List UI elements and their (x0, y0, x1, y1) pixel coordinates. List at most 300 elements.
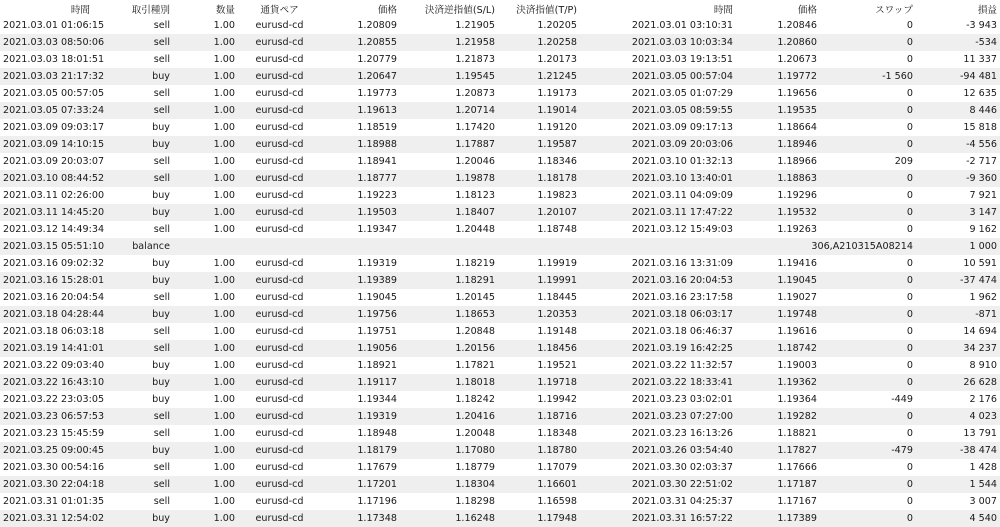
cell-swap: 0 (820, 459, 916, 476)
table-row[interactable] (0, 425, 1000, 442)
cell-volume: 1.00 (173, 204, 238, 221)
cell-trade-type: buy (118, 357, 173, 374)
cell-close-time: 2021.03.19 16:42:25 (580, 340, 736, 357)
cell-open-price: 1.18988 (321, 136, 400, 153)
table-row[interactable] (0, 476, 1000, 493)
cell-swap: 0 (820, 340, 916, 357)
cell-take-profit: 1.18716 (498, 408, 580, 425)
cell-volume: 1.00 (173, 357, 238, 374)
cell-take-profit: 1.18748 (498, 221, 580, 238)
cell-trade-type: sell (118, 221, 173, 238)
cell-volume: 1.00 (173, 493, 238, 510)
cell-symbol: eurusd-cd (238, 153, 321, 170)
header-volume[interactable]: 数量 (173, 0, 238, 17)
cell-stop-loss: 1.17420 (400, 119, 498, 136)
cell-profit: 9 162 (916, 221, 1000, 238)
cell-symbol: eurusd-cd (238, 510, 321, 527)
cell-symbol: eurusd-cd (238, 442, 321, 459)
table-row[interactable] (0, 391, 1000, 408)
cell-stop-loss: 1.21873 (400, 51, 498, 68)
cell-open-time: 2021.03.30 00:54:16 (0, 459, 118, 476)
header-close-price[interactable]: 価格 (736, 0, 820, 17)
cell-trade-type: buy (118, 204, 173, 221)
trade-rows (0, 17, 1000, 527)
cell-stop-loss (400, 238, 498, 255)
cell-profit: 7 921 (916, 187, 1000, 204)
cell-open-price: 1.19223 (321, 187, 400, 204)
cell-profit: 15 818 (916, 119, 1000, 136)
table-row[interactable] (0, 493, 1000, 510)
table-row[interactable] (0, 187, 1000, 204)
cell-close-price: 1.19748 (736, 306, 820, 323)
cell-stop-loss: 1.21905 (400, 17, 498, 34)
cell-open-time: 2021.03.22 23:03:05 (0, 391, 118, 408)
cell-profit: -37 474 (916, 272, 1000, 289)
cell-volume: 1.00 (173, 425, 238, 442)
cell-open-price: 1.19045 (321, 289, 400, 306)
cell-swap: 0 (820, 34, 916, 51)
cell-close-price: 1.19027 (736, 289, 820, 306)
cell-take-profit: 1.16601 (498, 476, 580, 493)
cell-stop-loss: 1.19545 (400, 68, 498, 85)
cell-open-price: 1.17196 (321, 493, 400, 510)
cell-close-time: 2021.03.09 09:17:13 (580, 119, 736, 136)
cell-trade-type: buy (118, 306, 173, 323)
table-row[interactable] (0, 102, 1000, 119)
cell-trade-type: sell (118, 17, 173, 34)
cell-close-price: 1.18742 (736, 340, 820, 357)
cell-trade-type: buy (118, 391, 173, 408)
cell-profit: 11 337 (916, 51, 1000, 68)
cell-close-time: 2021.03.16 13:31:09 (580, 255, 736, 272)
cell-close-price: 1.19616 (736, 323, 820, 340)
header-open-time[interactable]: 時間 (0, 0, 118, 17)
cell-close-price: 1.18946 (736, 136, 820, 153)
cell-symbol: eurusd-cd (238, 357, 321, 374)
cell-close-time: 2021.03.23 16:13:26 (580, 425, 736, 442)
table-row[interactable] (0, 272, 1000, 289)
cell-open-time: 2021.03.23 06:57:53 (0, 408, 118, 425)
cell-open-time: 2021.03.25 09:00:45 (0, 442, 118, 459)
cell-close-price: 1.18821 (736, 425, 820, 442)
cell-volume: 1.00 (173, 340, 238, 357)
header-symbol[interactable]: 通貨ペア (238, 0, 321, 17)
cell-profit: -9 360 (916, 170, 1000, 187)
cell-trade-type: buy (118, 510, 173, 527)
cell-swap: 0 (820, 85, 916, 102)
cell-stop-loss: 1.17080 (400, 442, 498, 459)
cell-trade-type: sell (118, 170, 173, 187)
cell-close-time: 2021.03.11 17:47:22 (580, 204, 736, 221)
table-row[interactable] (0, 340, 1000, 357)
cell-volume: 1.00 (173, 255, 238, 272)
cell-profit: 2 176 (916, 391, 1000, 408)
table-row[interactable] (0, 238, 1000, 255)
cell-open-price: 1.18179 (321, 442, 400, 459)
cell-stop-loss: 1.16248 (400, 510, 498, 527)
cell-volume: 1.00 (173, 187, 238, 204)
cell-stop-loss: 1.18304 (400, 476, 498, 493)
cell-stop-loss: 1.20145 (400, 289, 498, 306)
cell-close-time: 2021.03.16 20:04:53 (580, 272, 736, 289)
cell-swap: 0 (820, 102, 916, 119)
cell-volume: 1.00 (173, 119, 238, 136)
cell-close-price: 1.19282 (736, 408, 820, 425)
table-row[interactable] (0, 85, 1000, 102)
table-row[interactable] (0, 323, 1000, 340)
cell-take-profit: 1.19120 (498, 119, 580, 136)
table-row[interactable] (0, 170, 1000, 187)
cell-open-price: 1.19344 (321, 391, 400, 408)
cell-close-time: 2021.03.18 06:03:17 (580, 306, 736, 323)
cell-volume: 1.00 (173, 68, 238, 85)
header-take-profit[interactable]: 決済指値(T/P) (498, 0, 580, 17)
cell-profit: -871 (916, 306, 1000, 323)
cell-open-price: 1.20647 (321, 68, 400, 85)
cell-trade-type: sell (118, 34, 173, 51)
cell-swap: 0 (820, 374, 916, 391)
cell-open-price: 1.19751 (321, 323, 400, 340)
cell-close-time: 2021.03.23 03:02:01 (580, 391, 736, 408)
cell-close-time: 2021.03.26 03:54:40 (580, 442, 736, 459)
cell-open-price: 1.18948 (321, 425, 400, 442)
cell-take-profit: 1.20205 (498, 17, 580, 34)
table-row[interactable] (0, 408, 1000, 425)
cell-stop-loss: 1.20873 (400, 85, 498, 102)
cell-symbol: eurusd-cd (238, 68, 321, 85)
cell-open-price: 1.17201 (321, 476, 400, 493)
cell-symbol: eurusd-cd (238, 272, 321, 289)
cell-take-profit: 1.20353 (498, 306, 580, 323)
cell-symbol: eurusd-cd (238, 408, 321, 425)
cell-symbol: eurusd-cd (238, 17, 321, 34)
cell-take-profit: 1.20173 (498, 51, 580, 68)
cell-close-time: 2021.03.03 10:03:34 (580, 34, 736, 51)
cell-volume: 1.00 (173, 34, 238, 51)
header-stop-loss[interactable]: 決済逆指値(S/L) (400, 0, 498, 17)
cell-close-time: 2021.03.12 15:49:03 (580, 221, 736, 238)
cell-take-profit: 1.19919 (498, 255, 580, 272)
cell-open-time: 2021.03.16 15:28:01 (0, 272, 118, 289)
cell-open-price: 1.18519 (321, 119, 400, 136)
cell-swap: 0 (820, 323, 916, 340)
cell-open-price: 1.17679 (321, 459, 400, 476)
cell-volume: 1.00 (173, 510, 238, 527)
cell-volume: 1.00 (173, 442, 238, 459)
cell-open-time: 2021.03.18 04:28:44 (0, 306, 118, 323)
cell-take-profit: 1.18780 (498, 442, 580, 459)
cell-close-price: 1.19772 (736, 68, 820, 85)
cell-open-price: 1.18777 (321, 170, 400, 187)
cell-close-time: 2021.03.05 08:59:55 (580, 102, 736, 119)
cell-open-time: 2021.03.01 01:06:15 (0, 17, 118, 34)
cell-stop-loss: 1.18242 (400, 391, 498, 408)
cell-volume: 1.00 (173, 391, 238, 408)
cell-swap: 0 (820, 408, 916, 425)
cell-swap: 0 (820, 221, 916, 238)
table-row[interactable] (0, 510, 1000, 527)
cell-open-time: 2021.03.05 00:57:05 (0, 85, 118, 102)
table-row[interactable] (0, 442, 1000, 459)
cell-open-price: 1.20779 (321, 51, 400, 68)
header-profit[interactable]: 損益 (916, 0, 1000, 17)
table-row[interactable] (0, 34, 1000, 51)
cell-take-profit: 1.19991 (498, 272, 580, 289)
cell-symbol (238, 238, 321, 255)
cell-close-time: 2021.03.10 13:40:01 (580, 170, 736, 187)
cell-swap: 0 (820, 136, 916, 153)
cell-volume: 1.00 (173, 51, 238, 68)
cell-open-price: 1.19347 (321, 221, 400, 238)
cell-stop-loss: 1.18123 (400, 187, 498, 204)
cell-trade-type: buy (118, 255, 173, 272)
cell-open-time: 2021.03.09 20:03:07 (0, 153, 118, 170)
cell-take-profit: 1.20107 (498, 204, 580, 221)
table-row[interactable] (0, 51, 1000, 68)
cell-take-profit: 1.19148 (498, 323, 580, 340)
cell-symbol: eurusd-cd (238, 221, 321, 238)
cell-open-time: 2021.03.30 22:04:18 (0, 476, 118, 493)
cell-trade-type: sell (118, 493, 173, 510)
cell-stop-loss: 1.18407 (400, 204, 498, 221)
cell-open-price: 1.17348 (321, 510, 400, 527)
cell-swap: 209 (820, 153, 916, 170)
cell-trade-type: buy (118, 68, 173, 85)
cell-stop-loss: 1.17821 (400, 357, 498, 374)
cell-stop-loss: 1.18298 (400, 493, 498, 510)
cell-stop-loss: 1.17887 (400, 136, 498, 153)
cell-swap: 0 (820, 17, 916, 34)
cell-profit: -38 474 (916, 442, 1000, 459)
cell-swap: 0 (820, 476, 916, 493)
cell-swap: 0 (820, 510, 916, 527)
cell-close-price: 1.19296 (736, 187, 820, 204)
cell-trade-type: buy (118, 442, 173, 459)
cell-symbol: eurusd-cd (238, 255, 321, 272)
cell-profit: 3 147 (916, 204, 1000, 221)
cell-close-time: 2021.03.22 18:33:41 (580, 374, 736, 391)
cell-swap: 0 (820, 51, 916, 68)
header-trade-type[interactable]: 取引種別 (118, 0, 173, 17)
cell-symbol: eurusd-cd (238, 493, 321, 510)
cell-take-profit: 1.17079 (498, 459, 580, 476)
table-row[interactable] (0, 459, 1000, 476)
cell-take-profit: 1.18348 (498, 425, 580, 442)
cell-open-time: 2021.03.11 02:26:00 (0, 187, 118, 204)
cell-stop-loss: 1.19878 (400, 170, 498, 187)
cell-profit: 10 591 (916, 255, 1000, 272)
cell-stop-loss: 1.18219 (400, 255, 498, 272)
cell-open-time: 2021.03.10 08:44:52 (0, 170, 118, 187)
cell-close-price: 1.17827 (736, 442, 820, 459)
table-row[interactable] (0, 119, 1000, 136)
cell-profit: 8 910 (916, 357, 1000, 374)
cell-close-time: 2021.03.31 04:25:37 (580, 493, 736, 510)
cell-swap: -479 (820, 442, 916, 459)
cell-swap: 0 (820, 272, 916, 289)
header-close-time[interactable]: 時間 (580, 0, 736, 17)
cell-open-time: 2021.03.09 14:10:15 (0, 136, 118, 153)
cell-volume: 1.00 (173, 272, 238, 289)
cell-swap: 0 (820, 204, 916, 221)
cell-stop-loss: 1.20448 (400, 221, 498, 238)
cell-close-price: 1.19263 (736, 221, 820, 238)
cell-volume: 1.00 (173, 102, 238, 119)
cell-trade-type: sell (118, 340, 173, 357)
table-row[interactable] (0, 68, 1000, 85)
cell-close-time: 2021.03.09 20:03:06 (580, 136, 736, 153)
table-row[interactable] (0, 289, 1000, 306)
cell-close-price: 1.20673 (736, 51, 820, 68)
cell-profit: 3 007 (916, 493, 1000, 510)
table-row[interactable] (0, 17, 1000, 34)
cell-swap: 0 (820, 306, 916, 323)
cell-profit: 1 962 (916, 289, 1000, 306)
cell-close-time: 2021.03.18 06:46:37 (580, 323, 736, 340)
cell-swap: 0 (820, 357, 916, 374)
cell-symbol: eurusd-cd (238, 204, 321, 221)
cell-open-price: 1.19389 (321, 272, 400, 289)
table-row[interactable] (0, 136, 1000, 153)
cell-symbol: eurusd-cd (238, 374, 321, 391)
header-swap[interactable]: スワップ (820, 0, 916, 17)
cell-open-time: 2021.03.11 14:45:20 (0, 204, 118, 221)
table-row[interactable] (0, 204, 1000, 221)
cell-profit: 1 544 (916, 476, 1000, 493)
cell-close-price: 1.19416 (736, 255, 820, 272)
cell-take-profit: 1.20258 (498, 34, 580, 51)
cell-take-profit: 1.18346 (498, 153, 580, 170)
cell-profit: 14 694 (916, 323, 1000, 340)
cell-symbol: eurusd-cd (238, 323, 321, 340)
table-row[interactable] (0, 374, 1000, 391)
table-row[interactable] (0, 153, 1000, 170)
cell-swap: 0 (820, 425, 916, 442)
cell-volume: 1.00 (173, 17, 238, 34)
cell-trade-type: buy (118, 136, 173, 153)
cell-swap: 0 (820, 255, 916, 272)
cell-open-time: 2021.03.03 21:17:32 (0, 68, 118, 85)
cell-swap: 0 (820, 289, 916, 306)
cell-symbol: eurusd-cd (238, 34, 321, 51)
cell-close-price: 1.18966 (736, 153, 820, 170)
cell-volume: 1.00 (173, 306, 238, 323)
cell-trade-type: sell (118, 85, 173, 102)
cell-close-time: 2021.03.30 22:51:02 (580, 476, 736, 493)
cell-close-time: 2021.03.23 07:27:00 (580, 408, 736, 425)
cell-take-profit: 1.17948 (498, 510, 580, 527)
cell-symbol: eurusd-cd (238, 85, 321, 102)
cell-take-profit: 1.18178 (498, 170, 580, 187)
cell-stop-loss: 1.20848 (400, 323, 498, 340)
cell-open-price: 1.20809 (321, 17, 400, 34)
cell-close-price: 1.17389 (736, 510, 820, 527)
cell-open-price: 1.18921 (321, 357, 400, 374)
cell-open-price: 1.19503 (321, 204, 400, 221)
cell-volume: 1.00 (173, 459, 238, 476)
cell-profit: 8 446 (916, 102, 1000, 119)
cell-open-time: 2021.03.03 08:50:06 (0, 34, 118, 51)
cell-swap: 0 (820, 187, 916, 204)
cell-take-profit (498, 238, 580, 255)
cell-stop-loss: 1.20714 (400, 102, 498, 119)
cell-trade-type: sell (118, 459, 173, 476)
header-open-price[interactable]: 価格 (321, 0, 400, 17)
cell-volume (173, 238, 238, 255)
cell-profit: 1 000 (916, 238, 1000, 255)
cell-open-price: 1.19319 (321, 255, 400, 272)
cell-close-price: 1.19656 (736, 85, 820, 102)
header-row (0, 0, 1000, 17)
cell-close-time: 2021.03.30 02:03:37 (580, 459, 736, 476)
cell-trade-type: buy (118, 272, 173, 289)
cell-symbol: eurusd-cd (238, 306, 321, 323)
cell-open-price (321, 238, 400, 255)
cell-close-price: 1.19003 (736, 357, 820, 374)
cell-volume: 1.00 (173, 221, 238, 238)
cell-close-time: 2021.03.05 01:07:29 (580, 85, 736, 102)
cell-profit: 4 540 (916, 510, 1000, 527)
cell-trade-type: buy (118, 374, 173, 391)
cell-symbol: eurusd-cd (238, 119, 321, 136)
cell-profit: -2 717 (916, 153, 1000, 170)
cell-stop-loss: 1.18653 (400, 306, 498, 323)
cell-open-price: 1.20855 (321, 34, 400, 51)
cell-trade-type: buy (118, 119, 173, 136)
table-row[interactable] (0, 357, 1000, 374)
cell-take-profit: 1.21245 (498, 68, 580, 85)
cell-symbol: eurusd-cd (238, 51, 321, 68)
cell-close-time: 2021.03.01 03:10:31 (580, 17, 736, 34)
cell-volume: 1.00 (173, 323, 238, 340)
cell-take-profit: 1.19521 (498, 357, 580, 374)
cell-open-time: 2021.03.22 09:03:40 (0, 357, 118, 374)
cell-profit: -4 556 (916, 136, 1000, 153)
cell-close-price: 1.19532 (736, 204, 820, 221)
cell-open-time: 2021.03.16 20:04:54 (0, 289, 118, 306)
cell-trade-type: sell (118, 51, 173, 68)
cell-trade-type: sell (118, 102, 173, 119)
cell-profit: -3 943 (916, 17, 1000, 34)
cell-open-time: 2021.03.31 01:01:35 (0, 493, 118, 510)
cell-take-profit: 1.19823 (498, 187, 580, 204)
cell-close-price: 1.17167 (736, 493, 820, 510)
cell-close-price: 1.20846 (736, 17, 820, 34)
cell-close-price: 1.19045 (736, 272, 820, 289)
cell-open-time: 2021.03.12 14:49:34 (0, 221, 118, 238)
cell-profit: 1 428 (916, 459, 1000, 476)
cell-open-price: 1.19056 (321, 340, 400, 357)
cell-trade-type: sell (118, 408, 173, 425)
cell-profit: 13 791 (916, 425, 1000, 442)
cell-open-price: 1.19613 (321, 102, 400, 119)
table-row[interactable] (0, 221, 1000, 238)
cell-open-price: 1.18941 (321, 153, 400, 170)
cell-stop-loss: 1.18291 (400, 272, 498, 289)
cell-open-time: 2021.03.03 18:01:51 (0, 51, 118, 68)
cell-volume: 1.00 (173, 289, 238, 306)
cell-volume: 1.00 (173, 408, 238, 425)
cell-close-price: 1.17187 (736, 476, 820, 493)
table-row[interactable] (0, 306, 1000, 323)
cell-open-time: 2021.03.15 05:51:10 (0, 238, 118, 255)
cell-take-profit: 1.18445 (498, 289, 580, 306)
cell-close-price: 1.19362 (736, 374, 820, 391)
table-row[interactable] (0, 255, 1000, 272)
cell-open-time: 2021.03.22 16:43:10 (0, 374, 118, 391)
cell-open-time: 2021.03.05 07:33:24 (0, 102, 118, 119)
cell-symbol: eurusd-cd (238, 425, 321, 442)
